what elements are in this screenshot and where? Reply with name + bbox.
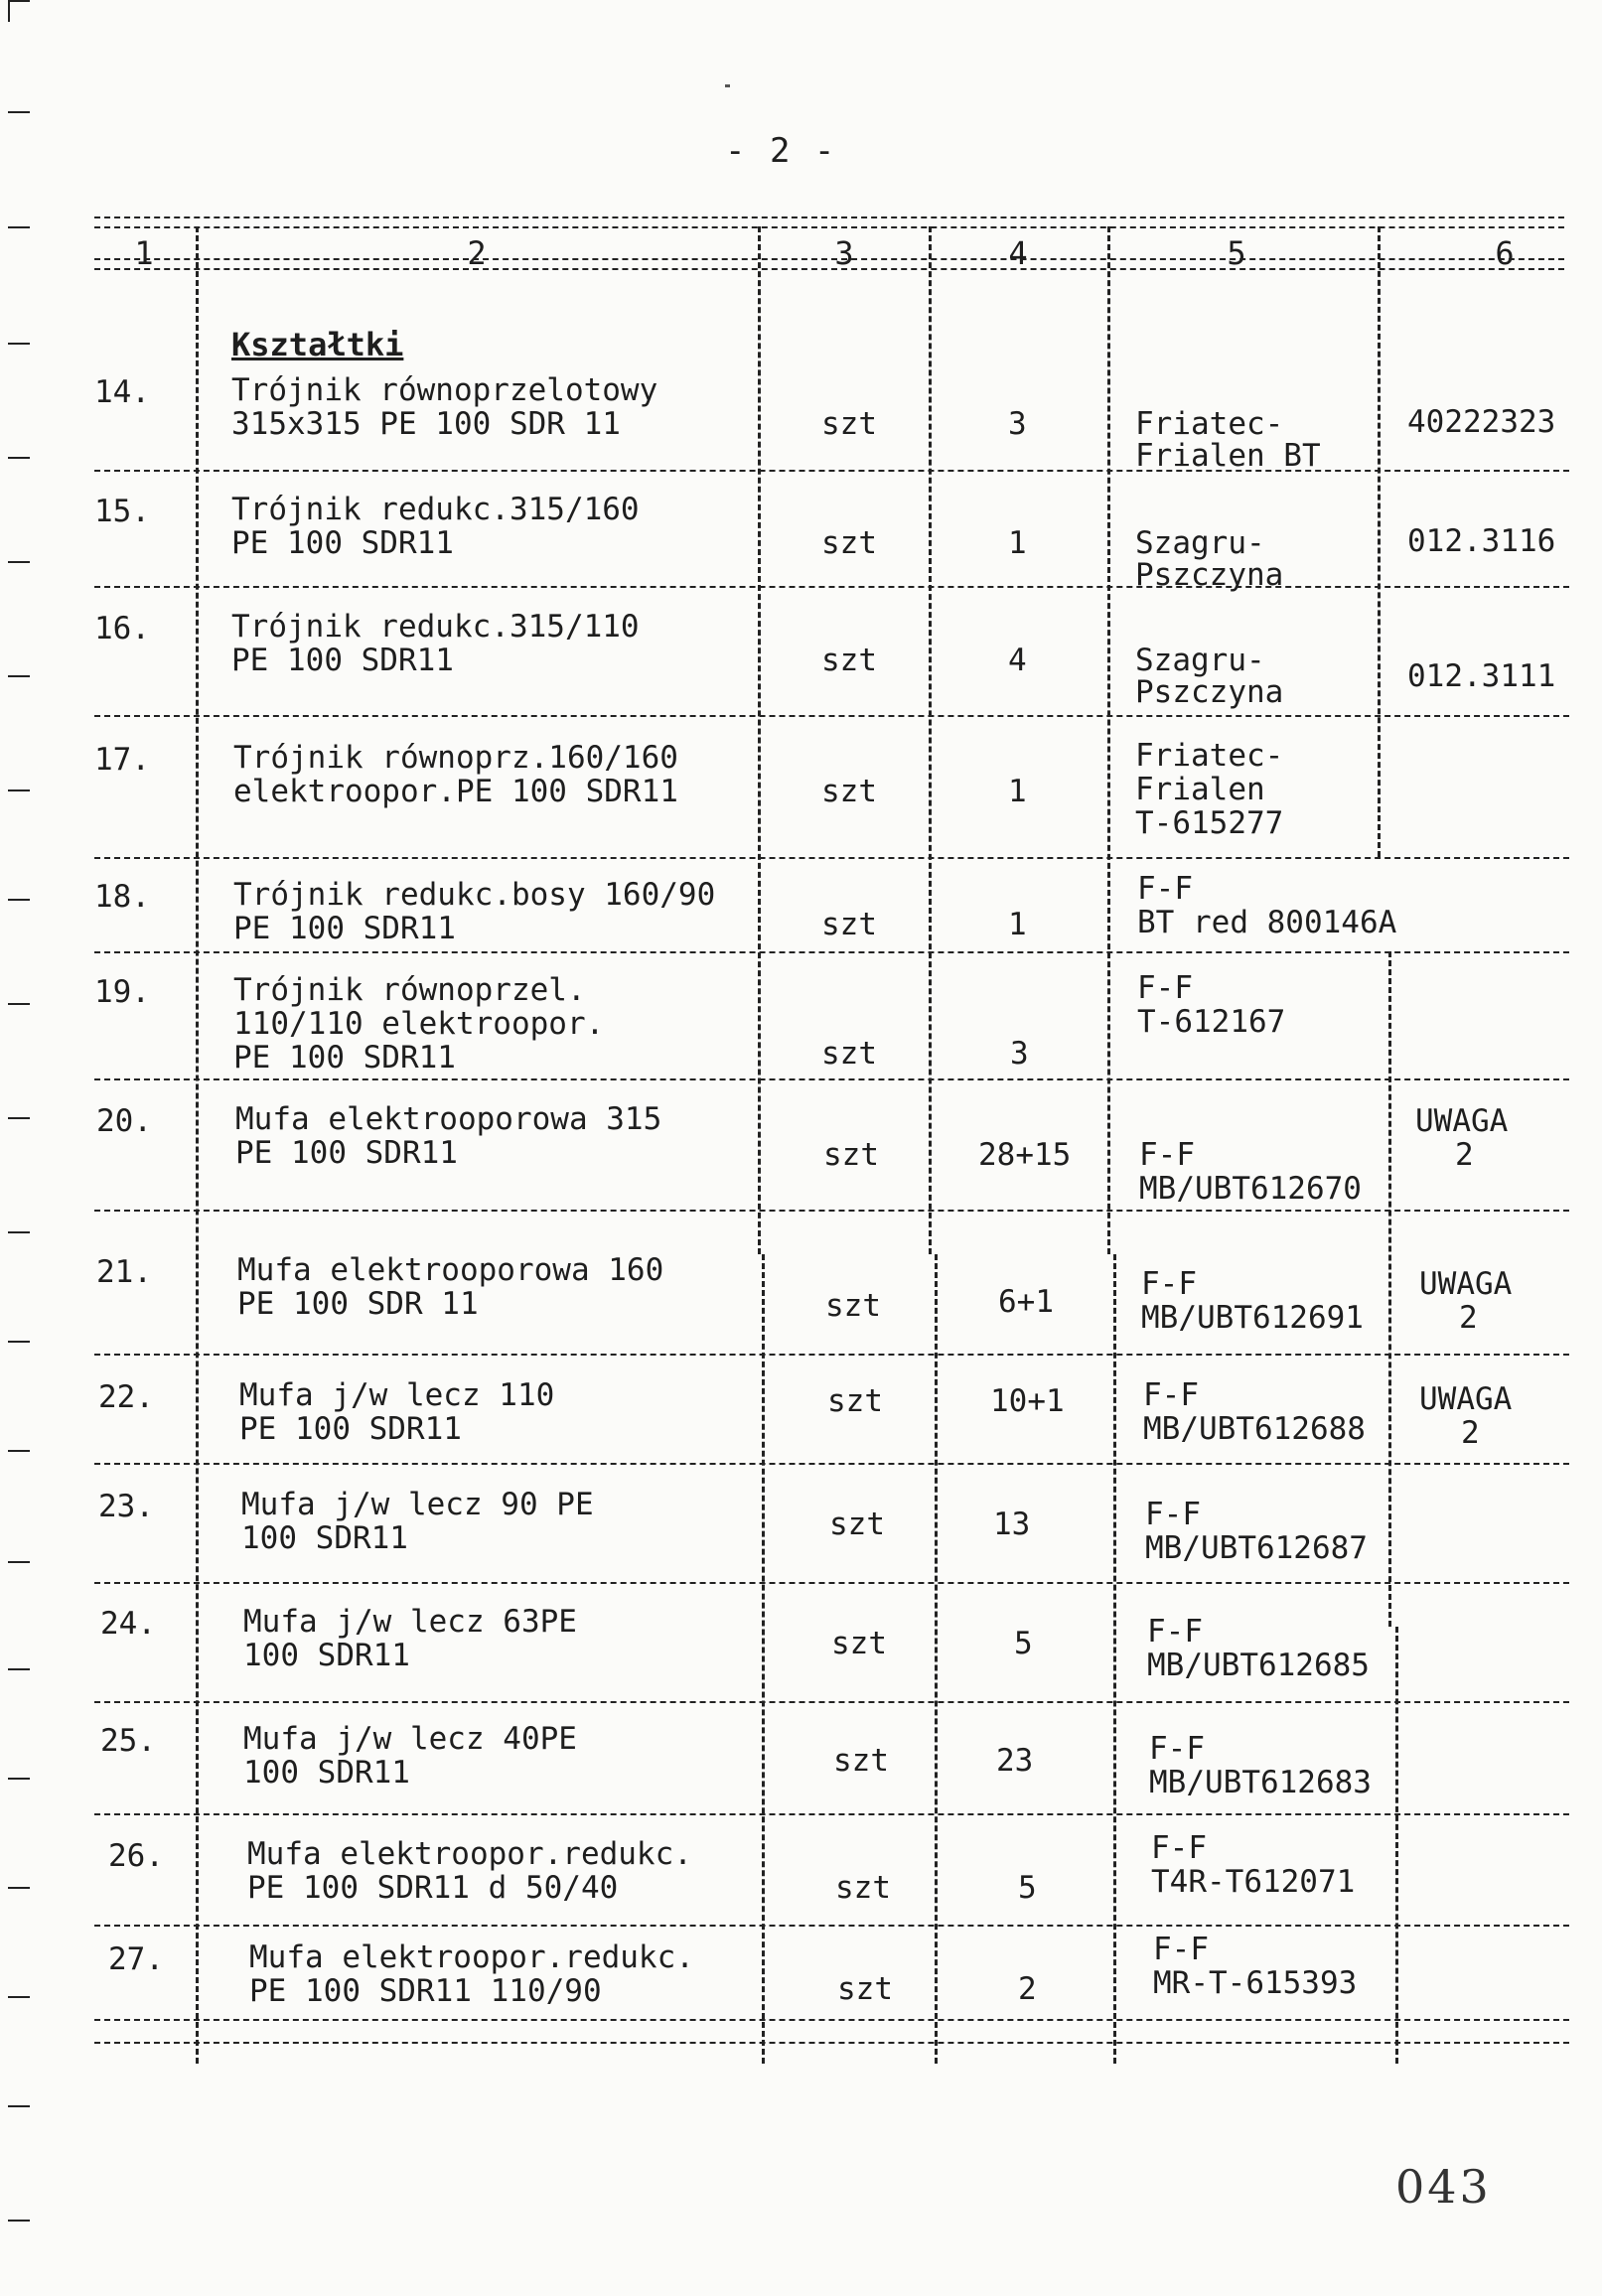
row-separator: [94, 470, 1569, 472]
quantity: 5: [1014, 1626, 1033, 1661]
item-name: elektroopor.PE 100 SDR11: [233, 774, 678, 809]
item-name: Mufa j/w lecz 90 PE: [241, 1487, 594, 1522]
col-divider: [758, 226, 761, 1254]
margin-mark: [8, 0, 30, 2]
col-divider: [935, 1254, 938, 2064]
supplier: F-F: [1139, 1137, 1195, 1173]
supplier: Friatec-: [1135, 738, 1284, 774]
row-separator: [94, 715, 1569, 717]
supplier: BT red 800146A: [1137, 905, 1397, 940]
supplier: MB/UBT612688: [1143, 1411, 1366, 1447]
row-separator: [94, 2019, 1569, 2021]
header-col-2: 2: [467, 234, 487, 272]
row-number: 27.: [108, 1941, 164, 1977]
supplier: F-F: [1141, 1266, 1197, 1302]
supplier: MB/UBT612683: [1149, 1765, 1372, 1800]
catalog-code: 012.3116: [1407, 523, 1556, 559]
margin-mark: [8, 561, 30, 563]
page-number: - 2 -: [725, 131, 837, 171]
note: 2: [1455, 1137, 1474, 1173]
supplier: Szagru-: [1135, 643, 1265, 678]
row-separator: [94, 1925, 1569, 1927]
scan-speck: [725, 84, 730, 87]
quantity: 5: [1018, 1870, 1037, 1906]
note: UWAGA: [1415, 1103, 1509, 1139]
item-name: PE 100 SDR11: [233, 1040, 456, 1076]
header-col-6: 6: [1495, 234, 1515, 272]
item-name: 110/110 elektroopor.: [233, 1006, 605, 1042]
row-number: 17.: [94, 742, 150, 778]
row-separator: [94, 1463, 1569, 1465]
margin-mark: [8, 1003, 30, 1005]
row-separator: [94, 1078, 1569, 1080]
item-name: Mufa elektroopor.redukc.: [249, 1939, 694, 1975]
row-number: 20.: [96, 1103, 152, 1139]
item-name: Mufa j/w lecz 63PE: [243, 1604, 577, 1640]
margin-mark: [8, 1117, 30, 1119]
quantity: 23: [996, 1743, 1034, 1779]
col-divider: [1378, 226, 1381, 857]
row-separator: [94, 1701, 1569, 1703]
supplier: Pszczyna: [1135, 557, 1284, 593]
unit: szt: [835, 1870, 891, 1906]
row-number: 24.: [100, 1606, 156, 1642]
row-number: 14.: [94, 374, 150, 410]
item-name: PE 100 SDR11: [235, 1135, 458, 1171]
row-number: 15.: [94, 494, 150, 529]
supplier: MB/UBT612691: [1141, 1300, 1364, 1336]
quantity: 1: [1008, 525, 1027, 561]
row-separator: [94, 1813, 1569, 1815]
supplier: MB/UBT612670: [1139, 1171, 1362, 1207]
item-name: Trójnik redukc.bosy 160/90: [233, 877, 716, 913]
quantity: 4: [1008, 643, 1027, 678]
item-name: Trójnik równoprz.160/160: [233, 740, 678, 776]
supplier: F-F: [1147, 1614, 1203, 1650]
margin-mark: [8, 457, 30, 459]
quantity: 10+1: [990, 1383, 1065, 1419]
unit: szt: [821, 406, 877, 442]
col-divider: [1113, 1254, 1116, 2064]
quantity: 3: [1010, 1036, 1029, 1072]
unit: szt: [833, 1743, 889, 1779]
supplier: F-F: [1149, 1731, 1205, 1767]
col-divider: [762, 1254, 765, 2064]
unit: szt: [821, 774, 877, 809]
supplier: F-F: [1137, 871, 1193, 907]
item-name: Mufa j/w lecz 110: [239, 1377, 555, 1413]
item-name: Mufa elektrooporowa 315: [235, 1101, 662, 1137]
margin-mark: [8, 1231, 30, 1233]
unit: szt: [821, 525, 877, 561]
item-name: PE 100 SDR11: [231, 525, 454, 561]
item-name: Trójnik równoprzelotowy: [231, 372, 658, 408]
supplier: T4R-T612071: [1151, 1864, 1356, 1900]
margin-mark: [8, 111, 30, 113]
supplier: T-615277: [1135, 805, 1284, 841]
header-col-5: 5: [1227, 234, 1246, 272]
margin-mark: [8, 1887, 30, 1889]
row-separator: [94, 857, 1569, 859]
supplier: MB/UBT612685: [1147, 1648, 1370, 1683]
header-rule-top: [94, 216, 1564, 228]
unit: szt: [823, 1137, 879, 1173]
item-name: 100 SDR11: [241, 1520, 408, 1556]
unit: szt: [827, 1383, 883, 1419]
supplier: MR-T-615393: [1153, 1965, 1358, 2001]
item-name: 100 SDR11: [243, 1638, 410, 1673]
row-separator: [94, 951, 1569, 953]
margin-mark: [8, 343, 30, 345]
note: 2: [1459, 1300, 1478, 1336]
unit: szt: [837, 1971, 893, 2007]
materials-table: [94, 216, 1574, 2064]
quantity: 6+1: [998, 1284, 1054, 1320]
quantity: 13: [993, 1507, 1031, 1542]
row-number: 18.: [94, 879, 150, 915]
item-name: PE 100 SDR11: [233, 911, 456, 946]
catalog-code: 40222323: [1407, 404, 1556, 440]
header-col-3: 3: [834, 234, 854, 272]
row-number: 26.: [108, 1838, 164, 1874]
item-name: 315x315 PE 100 SDR 11: [231, 406, 621, 442]
margin-mark: [8, 1341, 30, 1343]
row-separator: [94, 1354, 1569, 1356]
row-number: 21.: [96, 1254, 152, 1290]
row-number: 19.: [94, 974, 150, 1010]
note: UWAGA: [1419, 1381, 1513, 1417]
item-name: Mufa elektroopor.redukc.: [247, 1836, 692, 1872]
supplier: F-F: [1137, 970, 1193, 1006]
row-number: 22.: [98, 1379, 154, 1415]
quantity: 2: [1018, 1971, 1037, 2007]
item-name: PE 100 SDR 11: [237, 1286, 479, 1322]
note: UWAGA: [1419, 1266, 1513, 1302]
margin-mark: [8, 1996, 30, 1998]
item-name: Trójnik redukc.315/160: [231, 492, 640, 527]
row-separator: [94, 586, 1569, 588]
catalog-code: 012.3111: [1407, 658, 1556, 694]
margin-mark: [8, 1668, 30, 1670]
supplier: F-F: [1143, 1377, 1199, 1413]
quantity: 28+15: [978, 1137, 1072, 1173]
margin-mark: [8, 2105, 30, 2107]
row-number: 16.: [94, 611, 150, 646]
supplier: T-612167: [1137, 1004, 1286, 1040]
item-name: PE 100 SDR11 110/90: [249, 1973, 602, 2009]
item-name: PE 100 SDR11: [239, 1411, 462, 1447]
supplier: Friatec-: [1135, 406, 1284, 442]
item-name: Mufa j/w lecz 40PE: [243, 1721, 577, 1757]
margin-mark: [8, 899, 30, 901]
supplier: MB/UBT612687: [1145, 1530, 1368, 1566]
col-divider: [1395, 1627, 1398, 2064]
section-title: Kształtki: [231, 326, 404, 363]
supplier: Frialen BT: [1135, 438, 1321, 474]
supplier: Pszczyna: [1135, 674, 1284, 710]
row-number: 25.: [100, 1723, 156, 1759]
margin-mark: [8, 675, 30, 677]
unit: szt: [821, 643, 877, 678]
item-name: Trójnik redukc.315/110: [231, 609, 640, 645]
unit: szt: [821, 907, 877, 942]
header-col-4: 4: [1008, 234, 1028, 272]
quantity: 3: [1008, 406, 1027, 442]
supplier: Szagru-: [1135, 525, 1265, 561]
margin-mark: [8, 1450, 30, 1452]
header-col-1: 1: [134, 234, 154, 272]
col-divider: [929, 226, 932, 1254]
row-separator: [94, 1582, 1569, 1584]
row-separator: [94, 2042, 1569, 2044]
supplier: F-F: [1145, 1497, 1201, 1532]
unit: szt: [821, 1036, 877, 1072]
item-name: PE 100 SDR11: [231, 643, 454, 678]
supplier: F-F: [1153, 1932, 1209, 1967]
quantity: 1: [1008, 774, 1027, 809]
margin-mark: [8, 2220, 30, 2222]
archive-stamp: 043: [1395, 2160, 1492, 2214]
margin-mark: [8, 789, 30, 791]
item-name: Mufa elektrooporowa 160: [237, 1252, 664, 1288]
unit: szt: [831, 1626, 887, 1661]
col-divider: [1107, 226, 1110, 1254]
col-divider: [196, 226, 199, 2064]
supplier: F-F: [1151, 1830, 1207, 1866]
margin-mark: [8, 1778, 30, 1780]
unit: szt: [825, 1288, 881, 1324]
supplier: Frialen: [1135, 772, 1265, 807]
quantity: 1: [1008, 907, 1027, 942]
margin-mark: [8, 226, 30, 228]
row-separator: [94, 1210, 1569, 1212]
note: 2: [1461, 1415, 1480, 1451]
item-name: PE 100 SDR11 d 50/40: [247, 1870, 619, 1906]
row-number: 23.: [98, 1489, 154, 1524]
unit: szt: [829, 1507, 885, 1542]
margin-mark: [8, 1561, 30, 1563]
item-name: 100 SDR11: [243, 1755, 410, 1791]
item-name: Trójnik równoprzel.: [233, 972, 586, 1008]
col-divider: [1388, 951, 1391, 1627]
